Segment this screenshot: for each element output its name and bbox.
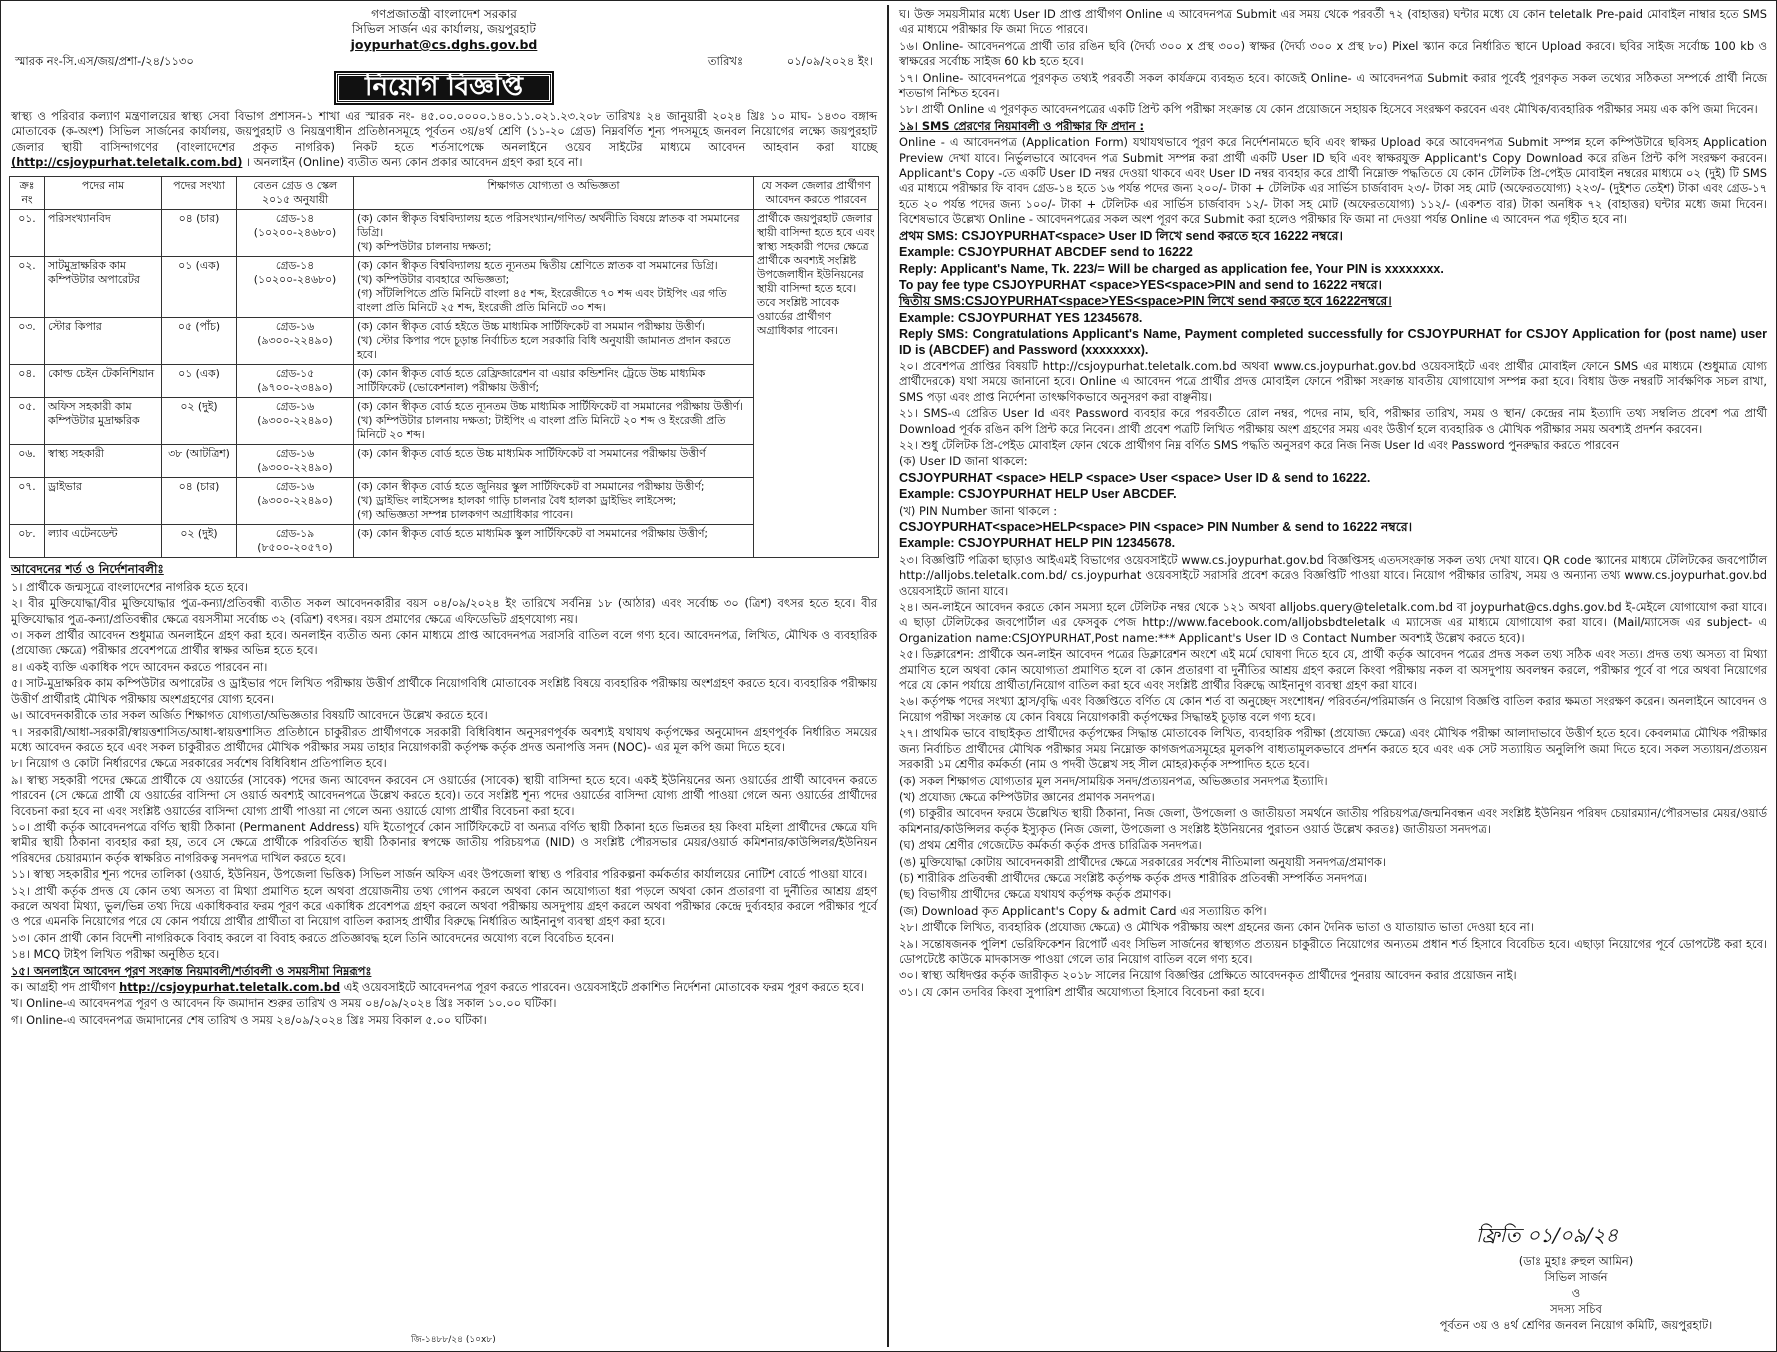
scale: (৯৭০০-২৩৪৯০) [257,381,333,395]
condition-item: ৬। আবেদনকারীকে তার সকল অর্জিত শিক্ষাগত যোগ্যতা/অভিজ্ঞতার বিষয়টি আবেদনে উল্লেখ করতে হবে। [11,708,488,723]
intro-website-link[interactable]: (http://csjoypurhat.teletalk.com.bd) [11,155,243,170]
cell-post: অফিস সহকারী কাম কম্পিউটার মুদ্রাক্ষরিক [45,398,162,445]
cell-qualification [354,365,754,398]
memo-row [15,54,873,69]
para-19-title: ১৯। SMS প্রেরণের নিয়মাবলী ও পরীক্ষার ফি প্রদান : [899,118,1145,133]
print-code: জি-১৪৮৮/২৪ (১০x৮) [411,1335,496,1345]
qual-line: (ক) কোন স্বীকৃত বোর্ড হতে ন্যূনতম উচ্চ মাধ্যমিক সার্টিফিকেট বা সমমানের পরীক্ষায় উত্তীর্ণ। [357,400,744,414]
intro-tail: । অনলাইন (Online) ব্যতীত অন্য কোন প্রকার আবেদন গ্রহণ করা হবে না। [246,155,583,170]
para-20: ২০। প্রবেশপত্র প্রাপ্তির বিষয়টি http://csjoypurhat.teletalk.com.bd অথবা www.cs.joypurhat.gov.bd ওয়েবসাইটে এবং প্রার্থীর মোবাইল ফোনে SMS এর মাধ্যমে (শুধুমাত্র যোগ্য প্রার্থীদেরকে) যথা সময়ে জানানো হবে। Online এ আবেদন পত্রে প্রার্থীর প্রদত্ত মোবাইল ফোনে পরীক্ষা সংক্রান্ত যাবতীয় যোগাযোগ সম্পন্ন করা হবে। বিধায় উক্ত নম্বরটি সার্বক্ষণিক সচল রাখা, SMS পড়া এবং প্রাপ্ত নির্দেশনা তাৎক্ষণিকভাবে অনুসরণ করা বাঞ্ছনীয়। [899,358,1767,404]
qual-line: (ক) কোন স্বীকৃত বোর্ড হতে মাধ্যমিক স্কুল সার্টিফিকেট বা সমমানের পরীক্ষায় উত্তীর্ণ; [357,527,708,541]
signatory-role: সদস্য সচিব [1550,1302,1602,1316]
qual-line: (ক) কোন স্বীকৃত বোর্ড হতে জুনিয়র স্কুল সার্টিফিকেট বা সমমানের পরীক্ষায় উত্তীর্ণ; [357,480,705,494]
condition-item: ৭। সরকারী/আধা-সরকারী/স্বায়ত্তশাসিত/আধা-স্বায়ত্তশাসিত প্রতিষ্ঠানে চাকুরীরত প্রার্থীগণকে সরকারী বিধিবিধান অনুসরণপূর্বক অবশ্যই যথাযথ কর্তৃপক্ষের অনুমোদন গ্রহণপূর্বক নির্ধারিত সময়ের মধ্যে আবেদন করতে হবে এবং সকল চাকুরীরত প্রার্থীদের মৌখিক পরীক্ষার সময় তাহার নিয়োগকারী কর্তৃপক্ষ কর্তৃক প্রদত্ত অনাপত্তি সনদ (NOC)- এর মূল কপি জমা দিতে হবে। [11,724,877,754]
qual-line: (গ) অভিজ্ঞতা সম্পন্ন চালকগণ অগ্রাধিকার পাবেন। [357,508,574,522]
cell-sl: ০৭. [10,478,45,525]
table-body [10,210,879,558]
sms-second: দ্বিতীয় SMS:CSJOYPURHAT<space>YES<space>PIN লিখে send করতে হবে 16222নম্বরে। [899,294,1392,309]
condition-item: ৮। নিয়োগ ও কোটা নির্ধারণের ক্ষেত্রে সরকারের সর্বশেষ বিধিবিধান প্রতিপালিত হবে। [11,756,387,771]
notice-title: নিয়োগ বিজ্ঞপ্তি [336,73,552,102]
grade: গ্রেড-১৪ [275,212,315,226]
para-27: ২৭। প্রাথমিক ভাবে বাছাইকৃত প্রার্থীদের কর্তৃপক্ষের সিদ্ধান্ত মোতাবেক লিখিত, ব্যবহারিক পরীক্ষা (প্রযোজ্য ক্ষেত্রে) এবং মৌখিক পরীক্ষা আলাদাভাবে উত্তীর্ণ হতে হবে। কেবলমাত্র মৌখিক পরীক্ষার জন্য নির্বাচিত প্রার্থীদের মৌখিক পরীক্ষার সময় নিম্নোক্ত কাগজপত্রসমূহের মূলকপি বাধ্যতামূলকভাবে প্রদর্শন করতে হবে এবং এক সেট সত্যায়িত অনুলিপি জমা দিতে হবে। সকল সত্যায়ন/প্রত্যয়ন সরকারী ১ম শ্রেণীর কর্মকর্তা (নাম ও পদবী উল্লেখ সহ সীল মোহর)কর্তৃক সম্পাদিত হতে হবে। [899,726,1767,772]
left-column [9,7,879,1345]
qual-line: (গ) সাঁটলিপিতে প্রতি মিনিটে বাংলা ৪৫ শব্দ, ইংরেজীতে ৭০ শব্দ এবং টাইপিং এর গতি বাংলা প্রতি মিনিটে ২৫ শব্দ, ইংরেজী প্রতি মিনিটে ৩০ শব্দ। [357,287,727,315]
doc-item: (চ) শারীরিক প্রতিবন্ধী প্রার্থীদের ক্ষেত্রে সংশ্লিষ্ট কর্তৃপক্ষ কর্তৃক প্রদত্ত শারীরিক প্রতিবন্ধী সম্পর্কিত সনদপত্র। [899,870,1368,885]
help-pin-command: CSJOYPURHAT<space>HELP<space> PIN <space> PIN Number & send to 16222 নম্বরে। [899,520,1413,534]
condition-item: ১৩। কোন প্রার্থী কোন বিদেশী নাগরিককে বিবাহ করলে বা বিবাহ করতে প্রতিজ্ঞাবদ্ধ হলে তিনি আবেদনের অযোগ্য বলে বিবেচিত হবেন। [11,930,615,945]
condition-item: ৫। সাট-মুদ্রাক্ষরিক কাম কম্পিউটার অপারেটর ও ড্রাইভার পদে লিখিত পরীক্ষায় উত্তীর্ণ প্রার্থীকে নিয়োগবিধি মোতাবেক সংশ্লিষ্ট বিষয়ে ব্যবহারিক পরীক্ষায় অংশগ্রহণ করতে হবে। ব্যবহারিক পরীক্ষায় উত্তীর্ণ প্রার্থীরাই মৌখিক পরীক্ষায় অংশগ্রহণের যোগ্য হবেন। [11,676,877,706]
date-group [708,54,873,69]
cell-count: ০৫ (পাঁচ) [162,318,237,365]
qual-line: (খ) কম্পিউটার চালনায় দক্ষতা; টাইপিং এ বাংলা প্রতি মিনিটে ২০ শব্দ ও ইংরেজী প্রতি মিনিটে ২০ শব্দ। [357,414,726,442]
cell-post: কোল্ড চেইন টেকনিশিয়ান [45,365,162,398]
para-19-body: Online - এ আবেদনপত্র (Application Form) যথাযথভাবে পূরণ করে নির্দেশনামতে ছবি এবং স্বাক্ষর Upload করে আবেদনপত্র Submit সম্পন্ন হলে কম্পিউটারে ছবিসহ Application Preview দেখা যাবে। নির্ভুলভাবে আবেদন পত্র Submit সম্পন্ন করা প্রার্থী একটি User ID ছবি এবং স্বাক্ষরযুক্ত Applicant's Copy Download করে রঙিন প্রিন্ট কপি সংরক্ষণ করবেন। Applicant's Copy -তে একটি User ID নম্বর দেওয়া থাকবে এবং User ID নম্বর ব্যবহার করে প্রার্থী নিম্নোক্ত পদ্ধতিতে যে কোন টেলিটক প্রি-পেইড মোবাইল নম্বরের মাধ্যমে ০২ (দুই) টি SMS এর মাধ্যমে পরীক্ষার ফি বাবদ গ্রেড-১৪ হতে ১৬ পর্যন্ত পদের জন্য ২০০/- টাকা + টেলিটক এর সার্ভিস চার্জবাবদ ২৩/- টাকা সহ মোট (অফেরতযোগ্য) ২২৩/- (দুইশত তেইশ) টাকা এবং গ্রেড-১৭ হতে ২০ পর্যন্ত পদের জন্য ১০০/- টাকা + টেলিটক এর সার্ভিস চার্জবাবদ ১২/- টাকা সহ মোট (অফেরতযোগ্য) ১১২/- (একশত বার) টাকা অনধিক ৭২ (বাহাত্তর) ঘন্টার মধ্যে জমা দিবেন। বিশেষভাবে উল্লেখ্য Online - আবেদনপত্রের সকল অংশ পূরণ করে Submit করা হলেও পরীক্ষার ফি জমা না দেওয়া পর্যন্ত Online এ আবেদন পত্র গৃহীত হবে না। [899,135,1767,227]
help-user-command: CSJOYPURHAT <space> HELP <space> User <space> User ID & send to 16222. [899,470,1371,485]
sms-reply-1: Reply: Applicant's Name, Tk. 223/= Will be charged as application fee, Your PIN is xxxxxxxx. [899,261,1444,276]
cell-count: ০৪ (চার) [162,478,237,525]
qual-line: (ক) কোন স্বীকৃত বোর্ড হতে উচ্চ মাধ্যমিক সার্টিফিকেট বা সমমানের পরীক্ষায় উত্তীর্ণ [357,447,706,461]
qual-line: (ক) কোন স্বীকৃত বোর্ড হতে রেফ্রিজারেশন বা এয়ার কন্ডিশনিং ট্রেডে উচ্চ মাধ্যমিক সার্টিফিকেট (ভোকেশনাল) পরীক্ষায় উত্তীর্ণ; [357,367,706,395]
condition-item: ৪। একই ব্যক্তি একাধিক পদে আবেদন করতে পারবেন না। [11,659,268,674]
office-name: সিভিল সার্জন এর কার্যালয়, জয়পুরহাট [352,22,536,36]
condition-item: ১২। প্রার্থী কর্তৃক প্রদত্ত যে কোন তথ্য অসত্য বা মিথ্যা প্রমাণিত হলে অথবা প্রয়োজনীয় তথ্য গোপন করলে অথবা কোন অযোগ্যতা ধরা পড়লে অথবা কোন প্রতারণা বা দুর্নীতির আশ্রয় গ্রহণ করলে অথবা মিথ্যা, ভুল/ভিন্ন তথ্য দিয়ে একাধিকবার ফরম পূরণ করে একাধিক প্রবেশপত্র গ্রহণ করলে অথবা পরীক্ষায় অসদুপায় গ্রহণ করলে অথবা পরীক্ষার কেন্দ্রে দুর্ব্যবহার করলে পরীক্ষার পূর্বে ও পরে এমনকি নিয়োগের পরে যে কোন পর্যায়ে প্রার্থীর প্রার্থীতা বা নিয়োগ বাতিল করাসহ প্রার্থীর বিরুদ্ধে নির্ধারিত আইনানুগ ব্যবস্থা গ্রহণ করা হবে। [11,883,877,929]
handwritten-signature: ফ্রিতি ০১/০৯/২৪ [1476,1223,1619,1247]
doc-item: (ছ) বিভাগীয় প্রার্থীদের ক্ষেত্রে যথাযথ কর্তৃপক্ষ কর্তৃক প্রমাণক। [899,887,1172,902]
para-22: ২২। শুধু টেলিটক প্রি-পেইড মোবাইল ফোন থেকে প্রার্থীগণ নিম্ন বর্ণিত SMS পদ্ধতি অনুসরণ করে নিজ নিজ User Id এবং Password পুনরুদ্ধার করতে পারবেন [899,437,1620,452]
para-26: ২৬। কর্তৃপক্ষ পদের সংখ্যা হ্রাস/বৃদ্ধি এবং বিজ্ঞপ্তিতে বর্ণিত যে কোন শর্ত বা অনুচ্ছেদ সংশোধন/ পরিবর্তন/পরিমার্জন ও নিয়োগ বিজ্ঞপ্তি বাতিল করার ক্ষমতা সংরক্ষণ করেন। অনলাইনে আবেদন ও নিয়োগ পরীক্ষা সংক্রান্ত যে কোন বিষয়ে নিয়োগকারী কর্তৃপক্ষের সিদ্ধান্তই চূড়ান্ত বলে গণ্য হবে। [899,694,1767,724]
grade: গ্রেড-১৪ [275,259,315,273]
cell-sl: ০১. [10,210,45,257]
table-row [10,210,879,257]
conditions-list [11,580,877,1028]
cell-qualification [354,478,754,525]
apply-website-link[interactable]: http://csjoypurhat.teletalk.com.bd [119,980,341,994]
para-22a: (ক) User ID জানা থাকলে: [899,454,1028,469]
cell-grade [237,318,354,365]
cell-count: ০২ (দুই) [162,398,237,445]
para-17: ১৭। Online- আবেদনপত্রে পূরণকৃত তথ্যই পরবর্তী সকল কার্যক্রমে ব্যবহৃত হবে। কাজেই Online- এ আবেদনপত্র Submit করার পূর্বেই পূরণকৃত সকল তথ্যের সঠিকতা সম্পর্কে প্রার্থী নিজে শতভাগ নিশ্চিত হবেন। [899,70,1767,101]
condition-item: ১০। প্রার্থী কর্তৃক আবেদনপত্রে বর্ণিত স্থায়ী ঠিকানা (Permanent Address) যদি ইতোপূর্বে কোন সার্টিফিকেটে বা অন্যত্র বর্ণিত স্থায়ী ঠিকানা হতে ভিন্নতর হয় কিংবা মহিলা প্রার্থীদের ক্ষেত্রে যদি স্বামীর স্থায়ী ঠিকানা ব্যবহার করা হয়, তবে সে ক্ষেত্রে প্রার্থীকে পরিবর্তিত স্থায়ী ঠিকানার স্বপক্ষে জাতীয় পরিচয়পত্র (NID) ও সংশ্লিষ্ট পৌরসভার মেয়র/ওয়ার্ড কমিশনার/কাউন্সিলর/ইউনিয়ন পরিষদের চেয়ারম্যান কর্তৃক স্বাক্ষরিত নাগরিকত্ব সনদপত্র দাখিল করতে হবে। [11,819,877,865]
table-row [10,525,879,558]
qual-line: (ক) কোন স্বীকৃত বিশ্ববিদ্যালয় হতে ন্যূনতম দ্বিতীয় শ্রেণিতে স্নাতক বা সমমানের ডিগ্রি। [357,259,718,273]
sms-first: প্রথম SMS: CSJOYPURHAT<space> User ID লিখে send করতে হবে 16222 নম্বরে। [899,228,1344,243]
para-30: ৩০। স্বাস্থ্য অধিদপ্তর কর্তৃক জারীকৃত ২০১৮ সালের নিয়োগ বিজ্ঞপ্তির প্রেক্ষিতে আবেদনকৃত প্রার্থীদের পুনরায় আবেদন করার প্রয়োজন নাই। [899,968,1517,983]
cell-sl: ০২. [10,257,45,318]
table-header-row [10,177,879,210]
para-21: ২১। SMS-এ প্রেরিত User Id এবং Password ব্যবহার করে পরবর্তীতে রোল নম্বর, পদের নাম, ছবি, পরীক্ষার তারিখ, সময় ও স্থান/ কেন্দ্রের নাম ইত্যাদি তথ্য সম্বলিত প্রবেশ পত্র প্রার্থী Download পূর্বক রঙিন কপি প্রিন্ট করে নিবেন। প্রার্থী প্রবেশ পত্রটি লিখিত পরীক্ষায় অংশ গ্রহণের সময় এবং উত্তীর্ণ হলে ব্যবহারিক ও মৌখিক পরীক্ষার সময় অবশ্যই প্রদর্শন করবেন। [899,406,1767,436]
grade: গ্রেড-১৯ [275,527,315,541]
para-gh: ঘ। উক্ত সময়সীমার মধ্যে User ID প্রাপ্ত প্রার্থীগণ Online এ আবেদনপত্র Submit এর সময় থেকে পরবর্তী ৭২ (বাহাত্তর) ঘন্টার মধ্যে যে কোন teletalk Pre-paid মোবাইল নাম্বার হতে SMS এর মাধ্যমে পরীক্ষার ফি জমা দিতে পারবে। [899,7,1767,37]
scale: (৮৫০০-২০৫৭০) [257,541,333,555]
condition-15a-pre: ক। আগ্রহী পদ প্রার্থীগণ [11,980,116,994]
cell-qualification [354,318,754,365]
qual-line: (ক) কোন স্বীকৃত বোর্ড হইতে উচ্চ মাধ্যমিক সার্টিফিকেট বা সমমান পরীক্ষায় উত্তীর্ণ। [357,320,705,334]
cell-count: ০১ (এক) [162,257,237,318]
condition-item: ১। প্রার্থীকে জন্মসূত্রে বাংলাদেশের নাগরিক হতে হবে। [11,579,249,594]
intro-text: স্বাস্থ্য ও পরিবার কল্যাণ মন্ত্রণালয়ের স্বাস্থ্য সেবা বিভাগ প্রশাসন-১ শাখা এর স্মারক নং- ৪৫.০০.০০০০.১৪০.১১.০২১.২৩.২০৮ তারিখঃ ২৪ জানুয়ারী ২০২৪ খ্রিঃ ১০ মাঘ- ১৪৩০ বঙ্গাব্দ মোতাবেক (ক-অংশ) সিভিল সার্জনের কার্যালয়, জয়পুরহাট ও নিয়ন্ত্রণাধীন প্রতিষ্ঠানসমূহে পূর্বতন ৩য়/৪র্থ শ্রেণি (১১-২০ গ্রেড) নিম্নবর্ণিত শূন্য পদসমূহে জনবল নিয়োগের লক্ষ্যে জয়পুরহাট জেলার স্থায়ী বাসিন্দাগণের (বাংলাদেশের প্রকৃত নাগরিক) নিকট হতে শর্তসাপেক্ষে অনলাইনে ওয়েব সাইটের মাধ্যমে আবেদন আহবান করা যাচ্ছে [11,108,877,154]
table-row [10,257,879,318]
col-header-count: পদের সংখ্যা [162,177,237,210]
cell-post: পরিসংখ্যানবিদ [45,210,162,257]
sms-example-1: Example: CSJOYPURHAT ABCDEF send to 16222 [899,245,1193,260]
scale: (৯৩০০-২২৪৯০) [257,461,333,475]
para-18: ১৮। প্রার্থী Online এ পূরণকৃত আবেদনপত্রের একটি প্রিন্ট কপি পরীক্ষা সংক্রান্ত যে কোন প্রয়োজনে সহায়ক হিসেবে সংরক্ষণ করবেন এবং মৌখিক/ব্যবহারিক পরীক্ষার সময় এক কপি জমা দিবেন। [899,102,1758,117]
cell-sl: ০৫. [10,398,45,445]
condition-15a [11,980,877,995]
scale: (১০২০০-২৪৬৮০) [253,226,337,240]
col-header-post: পদের নাম [45,177,162,210]
cell-grade [237,525,354,558]
cell-post: ড্রাইভার [45,478,162,525]
cell-qualification [354,257,754,318]
cell-post: সাটমুদ্রাক্ষরিক কাম কম্পিউটার অপারেটর [45,257,162,318]
scale: (১০২০০-২৪৬৮০) [253,273,337,287]
para-23: ২৩। বিজ্ঞপ্তিটি পত্রিকা ছাড়াও আইএমই বিভাগের ওয়েবসাইটে www.cs.joypurhat.gov.bd বিজ্ঞপ্তিসহ এতদসংক্রান্ত সকল তথ্য দেখা যাবে। QR code স্ক্যানের মাধ্যমে টেলিটকের জবপোর্টাল http://alljobs.teletalk.com.bd/ cs.joypurhat ওয়েবসাইটে সরাসরি প্রবেশ করেও বিজ্ঞপ্তিটি পাওয়া যাবে। নিয়োগ পরীক্ষার তারিখ, সময় ও অন্যান্য তথ্য www.cs.joypurhat.gov.bd ওয়েবসাইটে জানা যাবে। [899,552,1767,598]
doc-item: (ঘ) প্রথম শ্রেণীর গেজেটেড কর্মকর্তা কর্তৃক প্রদত্ত চারিত্রিক সনদপত্র। [899,838,1202,853]
qual-line: (ক) কোন স্বীকৃত বিশ্ববিদ্যালয় হতে পরিসংখ্যান/গণিত/ অর্থনীতি বিষয়ে স্নাতক বা সমমানের ডিগ্রি। [357,212,740,240]
condition-item: ১১। স্বাস্থ্য সহকারীর শূন্য পদের তালিকা (ওয়ার্ড, ইউনিয়ন, উপজেলা ভিত্তিক) সিভিল সার্জন অফিস এবং উপজেলা স্বাস্থ্য ও পরিবার পরিকল্পনা কর্মকর্তার কার্যালয়ের নোটিশ বোর্ডে পাওয়া যাবে। [11,867,868,882]
memo-number: স্মারক নং-সি.এস/জয়/প্রশা-/২৪/১১৩০ [15,54,194,68]
sms-pay-instruction: To pay fee type CSJOYPURHAT <space>YES<space>PIN and send to 16222 নম্বরে। [899,277,1382,292]
intro-paragraph [11,109,877,171]
conditions-title: আবেদনের শর্ত ও নির্দেশনাবলীঃ [11,562,164,577]
cell-qualification [354,525,754,558]
table-row [10,318,879,365]
help-pin-example: Example: CSJOYPURHAT HELP PIN 12345678. [899,536,1176,551]
cell-count: ০৪ (চার) [162,210,237,257]
cell-count: ০১ (এক) [162,365,237,398]
signatory-and: ও [1571,1286,1581,1300]
cell-qualification [354,445,754,478]
qual-line: (খ) কম্পিউটার চালনায় দক্ষতা; [357,240,492,254]
sms-reply-2: Reply SMS: Congratulations Applicant's Name, Payment completed successfully for CSJOYPURHAT for CSJOY Application for (post name) user ID is (ABCDEF) and Password (xxxxxxxx). [899,327,1767,357]
grade: গ্রেড-১৬ [275,447,315,461]
doc-item: (ঙ) মুক্তিযোদ্ধা কোটায় আবেদনকারী প্রার্থীদের ক্ষেত্রে সরকারের সর্বশেষ নীতিমালা অনুযায়ী সনদপত্র/প্রমাণক। [899,854,1386,869]
help-user-example: Example: CSJOYPURHAT HELP User ABCDEF. [899,487,1177,502]
condition-item: ৩। সকল প্রার্থীর আবেদন শুধুমাত্র অনলাইনে গ্রহণ করা হবে। অনলাইন ব্যতীত অন্য কোন মাধ্যমে প্রাপ্ত আবেদনপত্র সরাসরি বাতিল বলে গণ্য হবে। আবেদনপত্র, লিখিত, মৌখিক ও ব্যবহারিক (প্রযোজ্য ক্ষেত্রে) পরীক্ষার প্রবেশপত্রে প্রার্থীর স্বাক্ষর অভিন্ন হতে হবে। [11,628,877,658]
condition-15a-post: এই ওয়েবসাইটে আবেদনপত্র পূরণ করতে পারবেন। ওয়েবসাইটে প্রকাশিত নির্দেশনা মোতাবেক ফরম পূরণ করতে হবে। [343,980,864,994]
grade: গ্রেড-১৫ [275,367,315,381]
grade: গ্রেড-১৬ [275,320,315,334]
para-22b: (খ) PIN Number জানা থাকলে : [899,503,1058,518]
cell-grade [237,398,354,445]
para-25: ২৫। ডিক্লারেশন: প্রার্থীকে অন-লাইন আবেদন পত্রের ডিক্লারেশন অংশে এই মর্মে ঘোষণা দিতে হবে যে, প্রার্থী কর্তৃক আবেদন পত্রের প্রদত্ত সকল তথ্য সঠিক এবং সত্য। প্রদত্ত তথ্য অসত্য বা মিথ্যা প্রমাণিত হলে অথবা কোন অযোগ্যতা প্রমাণিত হলে বা কোন প্রতারণা বা দুর্নীতির আশ্রয় গ্রহণ করলে কিংবা পরীক্ষায় নকল বা অসদুপায় অবলম্বন করলে, পরীক্ষার পূর্বে বা পরে অথবা নিয়োগের পরে যে কোন পর্যায়ে প্রার্থীতা/নিয়োগ বাতিল করা হবে এবং সংশ্লিষ্ট প্রার্থীর বিরুদ্ধে আইনানুগ ব্যবস্থা গ্রহণ করা যাবে। [899,647,1767,693]
table-row [10,478,879,525]
doc-item: (খ) প্রযোজ্য ক্ষেত্রে কম্পিউটার জ্ঞানের প্রমাণক সনদপত্র। [899,789,1155,804]
condition-item: ১৪। MCQ টাইপ লিখিত পরীক্ষা অনুষ্ঠিত হবে। [11,947,220,962]
condition-15c: গ। Online-এ আবেদনপত্র জমাদানের শেষ তারিখ ও সময় ২৪/০৯/২০২৪ খ্রিঃ সময় বিকাল ৫.০০ ঘটিকা। [11,1012,487,1027]
date-label: তারিখঃ [707,54,744,68]
col-header-grade: বেতন গ্রেড ও স্কেল ২০১৫ অনুযায়ী [237,177,354,210]
para-31: ৩১। যে কোন তদবির কিংবা সুপারিশ প্রার্থীর অযোগ্যতা হিসাবে বিবেচনা করা হবে। [899,984,1265,999]
signature-block [1396,1223,1756,1333]
para-16: ১৬। Online- আবেদনপত্রে প্রার্থী তার রঙিন ছবি (দৈর্ঘ্য ৩০০ x প্রস্থ ৩০০) স্বাক্ষর (দৈর্ঘ্য ৩০০ x প্রস্থ ৮০) Pixel স্ক্যান করে নির্ধারিত স্থানে Upload করবে। ছবির সাইজ সর্বোচ্চ 100 kb ও স্বাক্ষরের সর্বোচ্চ সাইজ 60 kb হতে হবে। [899,38,1767,69]
cell-sl: ০৬. [10,445,45,478]
right-column [897,7,1769,1345]
cell-grade [237,478,354,525]
table-row [10,365,879,398]
condition-15b: খ। Online-এ আবেদনপত্র পূরণ ও আবেদন ফি জমাদান শুরুর তারিখ ও সময় ০৪/০৯/২০২৪ খ্রিঃ সকাল ১০.০০ ঘটিকা। [11,996,557,1011]
doc-item: (গ) চাকুরীর আবেদন ফরমে উল্লেখিত স্থায়ী ঠিকানা, নিজ জেলা, উপজেলা ও জাতীয়তা সমর্থনে জাতীয় পরিচয়পত্র/জন্মনিবন্ধন এবং সংশ্লিষ্ট ইউনিয়ন পরিষদ চেয়ারম্যান/পৌরসভার মেয়র/ওয়ার্ড কমিশনার/কাউন্সিলর কর্তৃক ইস্যুকৃত (নিজ জেলা, উপজেলা ও সংশ্লিষ্ট ইউনিয়নের পুরাতন ওয়ার্ড উল্লেখ করতঃ) জাতীয়তা সনদপত্র। [899,806,1767,836]
posts-table [9,176,879,558]
cell-grade [237,365,354,398]
cell-post: স্টোর কিপার [45,318,162,365]
cell-grade [237,257,354,318]
scale: (৯৩০০-২২৪৯০) [257,334,333,348]
grade: গ্রেড-১৬ [275,400,315,414]
doc-item: (জ) Download কৃত Applicant's Copy & admit Card এর সত্যায়িত কপি। [899,903,1267,918]
cell-sl: ০৪. [10,365,45,398]
cell-qualification [354,398,754,445]
qual-line: (খ) ড্রাইভিং লাইসেন্সঃ হালকা গাড়ি চালনার বৈধ হালকা ড্রাইভিং লাইসেন্স; [357,494,677,508]
qual-line: (খ) স্টোর কিপার পদে চূড়ান্ত নির্বাচিত হলে সরকারি বিধি অনুযায়ী জামানত প্রদান করতে হবে। [357,334,731,362]
signatory-title: সিভিল সার্জন [1544,1270,1608,1284]
cell-count: ০২ (দুই) [162,525,237,558]
gov-name: গণপ্রজাতন্ত্রী বাংলাদেশ সরকার [371,7,517,21]
date-value: ০১/০৯/২০২৪ ইং। [786,54,873,68]
scale: (৯৩০০-২২৪৯০) [257,414,333,428]
condition-15-title: ১৫। অনলাইনে আবেদন পূরণ সংক্রান্ত নিয়মাবলী/শর্তাবলী ও সময়সীমা নিম্নরূপঃ [11,963,372,978]
cell-sl: ০৮. [10,525,45,558]
condition-item: ২। বীর মুক্তিযোদ্ধা/বীর মুক্তিযোদ্ধার পুত্র-কন্যা/প্রতিবন্ধী ব্যতীত সকল আবেদনকারীর বয়স ০৪/০৯/২০২৪ ইং তারিখে সর্বনিম্ন ১৮ (আঠার) এবং সর্বোচ্চ ৩০ (ত্রিশ) বৎসর হতে হবে। বীর মুক্তিযোদ্ধার পুত্র-কন্যা/প্রতিবন্ধীর ক্ষেত্রে বয়সসীমা সর্বোচ্চ ৩২ (বত্রিশ) বৎসর। বয়স প্রমাণের ক্ষেত্রে এফিডেভিট গ্রহণযোগ্য নয়। [11,596,877,626]
col-header-qualification: শিক্ষাগত যোগ্যতা ও অভিজ্ঞতা [354,177,754,210]
para-24: ২৪। অন-লাইনে আবেদন করতে কোন সমস্যা হলে টেলিটক নম্বর থেকে ১২১ অথবা alljobs.query@teletalk.com.bd বা joypurhat@cs.dghs.gov.bd ই-মেইলে যোগাযোগ করা যাবে। এ ছাড়া টেলিটকের জবপোর্টাল এর ফেসবুক পেজ http://www.facebook.com/alljobsbdteletalk এ ম্যাসেজ এর মাধ্যমে যোগাযোগ করা যাবে। (Mail/ম্যাসেজ এর subject- এ Organization name:CSJOYPURHAT,Post name:*** Applicant's User ID ও Contact Number অবশ্যই উল্লেখ করতে হবে)। [899,600,1767,645]
cell-post: স্বাস্থ্য সহকারী [45,445,162,478]
para-29: ২৯। সন্তোষজনক পুলিশ ভেরিফিকেশন রিপোর্ট এবং সিভিল সার্জনের স্বাস্থ্যগত প্রত্যয়ন চাকুরীতে নিয়োগের অন্যতম প্রধান শর্ত হিসাবে বিবেচিত হবে। এছাড়া নিয়োগের পূর্বে ডোপটেষ্ট করা হবে। ডোপটেষ্টে কাউকে মাদকাসক্ত পাওয়া গেলে তার নিয়োগ বাতিল বলে গণ্য হবে। [899,936,1767,966]
para-28: ২৮। প্রার্থীকে লিখিত, ব্যবহারিক (প্রযোজ্য ক্ষেত্রে) ও মৌখিক পরীক্ষায় অংশ গ্রহনের জন্য কোন দৈনিক ভাতা ও যাতায়াত ভাতা দেওয়া হবে না। [899,920,1534,935]
table-row [10,445,879,478]
cell-post: ল্যাব এটেনডেন্ট [45,525,162,558]
col-header-sl: ক্রঃ নং [10,177,45,210]
cell-count: ৩৮ (আটত্রিশ) [162,445,237,478]
table-row [10,398,879,445]
col-header-eligibility: যে সকল জেলার প্রার্থীগণ আবেদন করতে পারবেন [754,177,879,210]
sms-example-2: Example: CSJOYPURHAT YES 12345678. [899,310,1143,325]
cell-grade [237,445,354,478]
title-wrap [9,73,879,102]
committee-name: পূর্বতন ৩য় ও ৪র্থ শ্রেণির জনবল নিয়োগ কমিটি, জয়পুরহাট। [1439,1318,1713,1332]
grade: গ্রেড-১৬ [275,480,315,494]
condition-item: ৯। স্বাস্থ্য সহকারী পদের ক্ষেত্রে প্রার্থীকে যে ওয়ার্ডের (সাবেক) পদের জন্য আবেদন করবেন সে ওয়ার্ডের (সাবেক) স্থায়ী বাসিন্দা হতে হবে। একই ইউনিয়নের অন্য ওয়ার্ডের প্রার্থী আবেদন করতে পারবেন (সে ক্ষেত্রে প্রার্থী যে ওয়ার্ডের বাসিন্দা সে ওয়ার্ড অবশ্যই আবেদনপত্রে উল্লেখ করতে হবে)। তবে সংশ্লিষ্ট শূন্য পদের ওয়ার্ডের বাসিন্দা যোগ্য প্রার্থী পাওয়া গেলে অন্য ওয়ার্ডের প্রার্থীদের বিবেচনা করা হবে না এবং সংশ্লিষ্ট ওয়ার্ডের বাসিন্দা যোগ্য প্রার্থী পাওয়া না গেলে অন্য ওয়ার্ডে যোগ্য প্রার্থীর বিবেচনা করা হবে। [11,772,877,818]
cell-eligibility: প্রার্থীকে জয়পুরহাট জেলার স্থায়ী বাসিন্দা হতে হবে এবং স্বাস্থ্য সহকারী পদের ক্ষেত্রে প্রার্থীকে অবশ্যই সংশ্লিষ্ট উপজেলাধীন ইউনিয়নের স্থায়ী বাসিন্দা হতে হবে। তবে সংশ্লিষ্ট সাবেক ওয়ার্ডের প্রার্থীগণ অগ্রাধিকার পাবেন। [754,210,879,558]
qual-line: (খ) কম্পিউটার ব্যবহারে অভিজ্ঞতা; [357,273,510,287]
letterhead [9,7,879,52]
doc-item: (ক) সকল শিক্ষাগত যোগ্যতার মূল সনদ/সাময়িক সনদ/প্রত্যয়নপত্র, অভিজ্ঞতার সনদপত্র ইত্যাদি। [899,773,1328,788]
cell-sl: ০৩. [10,318,45,365]
column-divider [887,5,889,1347]
cell-qualification [354,210,754,257]
signatory-name: (ডাঃ মুহাঃ রুহুল আমিন) [1518,1254,1634,1268]
cell-grade [237,210,354,257]
scale: (৯৩০০-২২৪৯০) [257,494,333,508]
office-email-link[interactable]: joypurhat@cs.dghs.gov.bd [350,37,538,52]
